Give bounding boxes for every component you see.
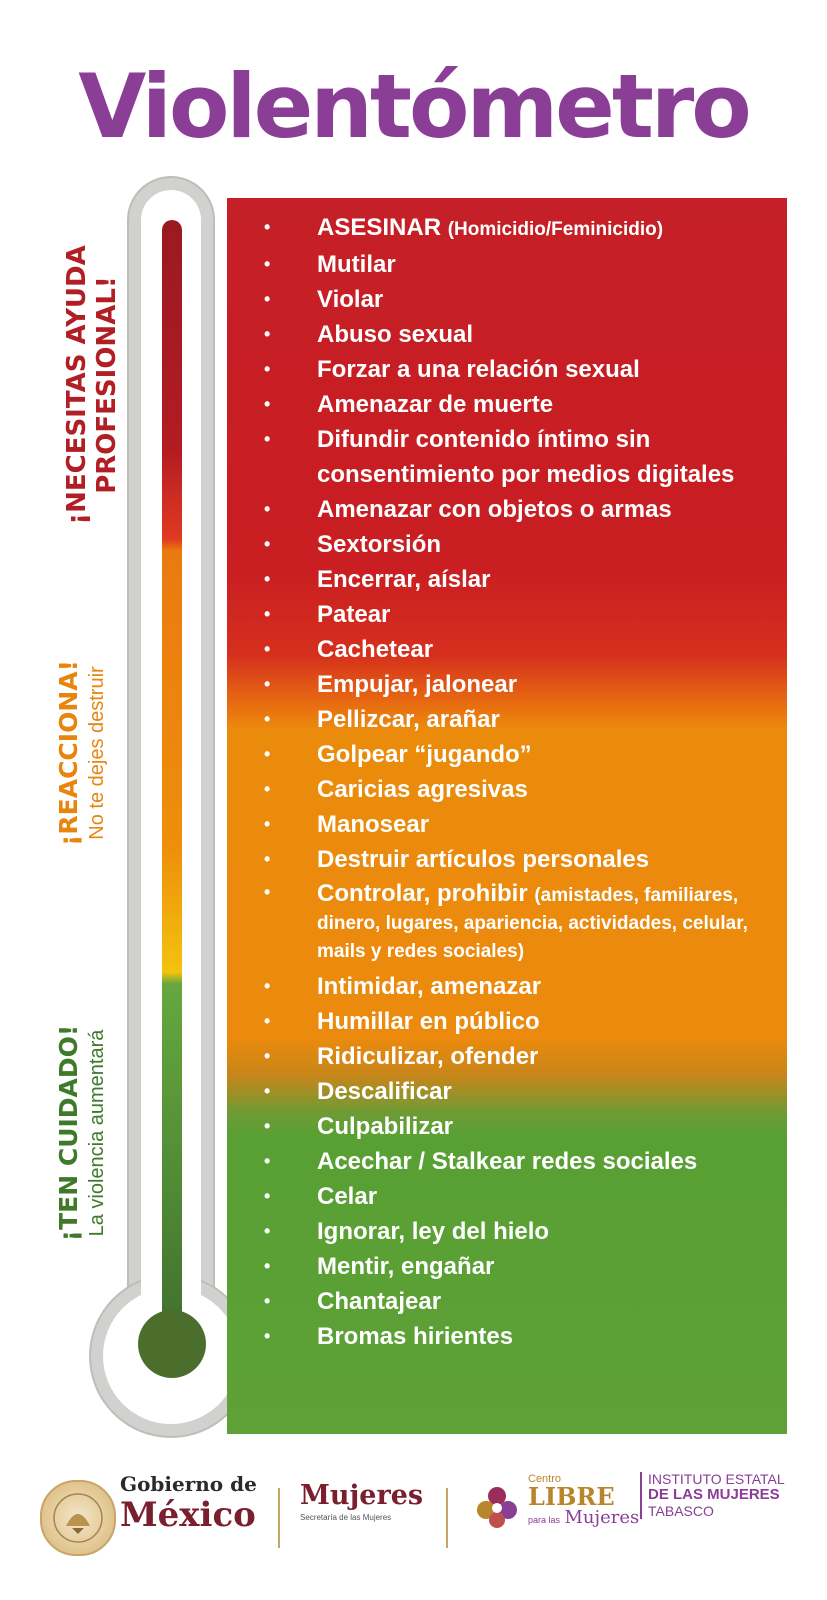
bullet-icon: • [264, 779, 271, 799]
list-item: • Patear [227, 597, 787, 632]
list-item: • Ridiculizar, ofender [227, 1039, 787, 1074]
level-orange-heading: ¡REACCIONA! [54, 660, 83, 846]
violence-list [227, 210, 787, 1354]
gobierno-de-mexico-logo: Gobierno de México [120, 1472, 257, 1535]
list-item: • Mutilar [227, 247, 787, 282]
bullet-icon: • [264, 289, 271, 309]
list-item: • Ignorar, ley del hielo [227, 1214, 787, 1249]
bullet-icon: • [264, 1046, 271, 1066]
list-item: • Sextorsión [227, 527, 787, 562]
list-item: • Culpabilizar [227, 1109, 787, 1144]
bullet-icon: • [264, 604, 271, 624]
flower-icon [470, 1480, 524, 1534]
mexico-seal-logo [40, 1480, 116, 1556]
bullet-icon: • [264, 1151, 271, 1171]
list-item: • Cachetear [227, 632, 787, 667]
level-label-red [62, 175, 122, 595]
level-green-sub: La violencia aumentará [86, 1029, 108, 1237]
list-item: • Acechar / Stalkear redes sociales [227, 1144, 787, 1179]
list-item: • Forzar a una relación sexual [227, 352, 787, 387]
footer-logos [0, 1470, 827, 1590]
thermometer-mercury [162, 220, 182, 1360]
list-item: • Golpear “jugando” [227, 737, 787, 772]
bullet-icon: • [264, 639, 271, 659]
list-item: • Intimidar, amenazar [227, 969, 787, 1004]
bullet-icon: • [264, 254, 271, 274]
bullet-icon: • [264, 1116, 271, 1136]
bullet-icon: • [264, 1221, 271, 1241]
list-item: • Manosear [227, 807, 787, 842]
secretaria-mujeres-logo: Mujeres Secretaría de las Mujeres [300, 1480, 424, 1522]
level-green-heading: ¡TEN CUIDADO! [54, 1024, 83, 1242]
level-red-line2: PROFESIONAL! [92, 276, 122, 494]
bullet-icon: • [264, 394, 271, 414]
level-label-green [54, 963, 110, 1303]
instituto-estatal-mujeres-logo: INSTITUTO ESTATAL DE LAS MUJERES TABASCO [640, 1472, 785, 1519]
list-item: • Violar [227, 282, 787, 317]
bullet-icon: • [264, 1186, 271, 1206]
list-item: • Caricias agresivas [227, 772, 787, 807]
bullet-icon: • [264, 499, 271, 519]
bullet-icon: • [264, 429, 271, 449]
bullet-icon: • [264, 359, 271, 379]
level-orange-sub: No te dejes destruir [86, 666, 108, 840]
level-label-orange [54, 603, 110, 903]
thermometer-mercury-bulb [138, 1310, 206, 1378]
bullet-icon: • [264, 1011, 271, 1031]
violence-scale-panel [227, 198, 787, 1434]
list-item: • Difundir contenido íntimo sin consentimiento por medios digitales [227, 422, 787, 492]
bullet-icon: • [264, 1256, 271, 1276]
bullet-icon: • [264, 849, 271, 869]
list-item: • Mentir, engañar [227, 1249, 787, 1284]
list-item: • Destruir artículos personales [227, 842, 787, 877]
footer-divider [278, 1488, 280, 1548]
bullet-icon: • [264, 217, 271, 237]
centro-libre-logo: Centro LIBRE para las Mujeres [528, 1473, 640, 1528]
list-item: • Descalificar [227, 1074, 787, 1109]
list-item: • Abuso sexual [227, 317, 787, 352]
list-item: • Chantajear [227, 1284, 787, 1319]
list-item: • Amenazar de muerte [227, 387, 787, 422]
bullet-icon: • [264, 324, 271, 344]
bullet-icon: • [264, 569, 271, 589]
bullet-icon: • [264, 709, 271, 729]
bullet-icon: • [264, 534, 271, 554]
bullet-icon: • [264, 882, 271, 902]
bullet-icon: • [264, 1081, 271, 1101]
bullet-icon: • [264, 674, 271, 694]
page-title: Violentómetro [78, 55, 749, 158]
bullet-icon: • [264, 744, 271, 764]
list-item: • Encerrar, aíslar [227, 562, 787, 597]
list-item: • Pellizcar, arañar [227, 702, 787, 737]
footer-divider [446, 1488, 448, 1548]
bullet-icon: • [264, 1291, 271, 1311]
list-item: • Celar [227, 1179, 787, 1214]
list-item: • Bromas hirientes [227, 1319, 787, 1354]
bullet-icon: • [264, 814, 271, 834]
bullet-icon: • [264, 976, 271, 996]
eagle-seal-icon [42, 1482, 114, 1554]
level-red-line1: ¡NECESITAS AYUDA [62, 245, 92, 525]
list-item: • Empujar, jalonear [227, 667, 787, 702]
list-item: • Humillar en público [227, 1004, 787, 1039]
bullet-icon: • [264, 1326, 271, 1346]
list-item: • ASESINAR (Homicidio/Feminicidio) [227, 210, 787, 247]
list-item: • Controlar, prohibir (amistades, familiares, dinero, lugares, apariencia, actividades, celular, mails y redes sociales) [227, 877, 787, 969]
list-item: • Amenazar con objetos o armas [227, 492, 787, 527]
